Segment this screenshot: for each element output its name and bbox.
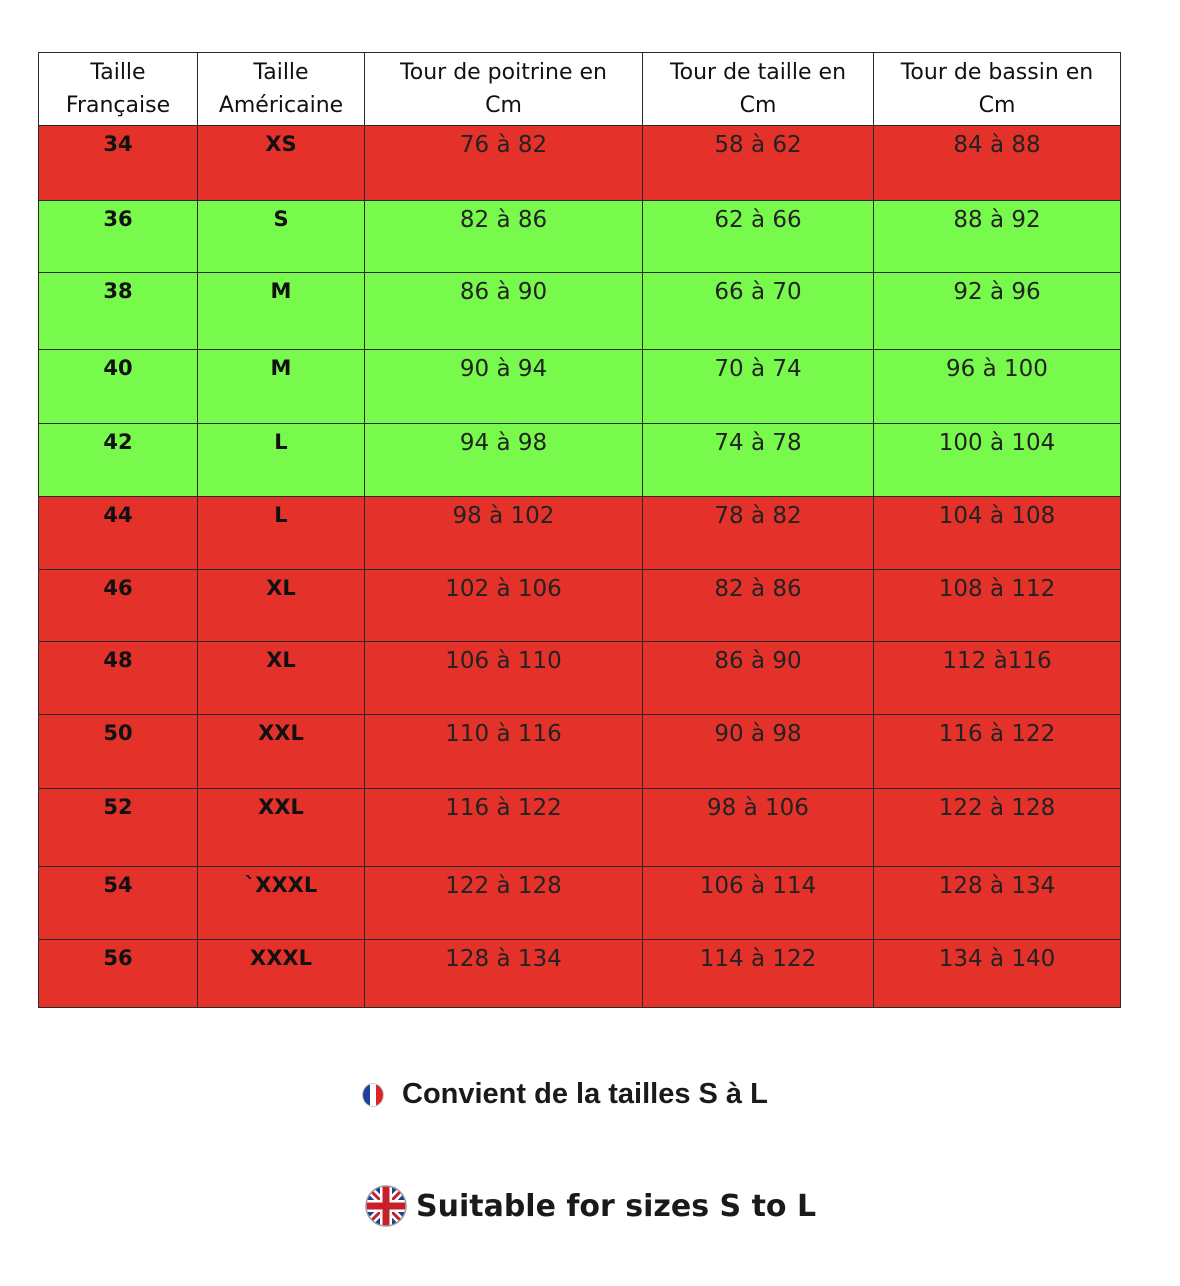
cell-american-size: L	[198, 424, 365, 497]
cell-french-size: 42	[39, 424, 198, 497]
table-row	[39, 350, 1121, 424]
cell-hips: 108 à 112	[874, 570, 1121, 642]
cell-american-size: `XXXL	[198, 867, 365, 940]
cell-french-size: 50	[39, 715, 198, 789]
cell-chest: 116 à 122	[365, 789, 643, 867]
cell-french-size: 56	[39, 940, 198, 1008]
cell-chest: 90 à 94	[365, 350, 643, 424]
cell-waist: 106 à 114	[643, 867, 874, 940]
cell-french-size: 48	[39, 642, 198, 715]
cell-chest: 76 à 82	[365, 126, 643, 201]
cell-waist: 74 à 78	[643, 424, 874, 497]
cell-hips: 134 à 140	[874, 940, 1121, 1008]
table-row	[39, 789, 1121, 867]
cell-chest: 86 à 90	[365, 273, 643, 350]
size-chart-table	[38, 52, 1121, 1008]
cell-french-size: 46	[39, 570, 198, 642]
table-row	[39, 940, 1121, 1008]
cell-american-size: XXL	[198, 789, 365, 867]
cell-waist: 90 à 98	[643, 715, 874, 789]
cell-french-size: 52	[39, 789, 198, 867]
table-row	[39, 497, 1121, 570]
header-row	[39, 53, 1121, 126]
header-french-size: Taille Française	[39, 53, 198, 126]
note-english	[364, 1184, 816, 1228]
cell-hips: 100 à 104	[874, 424, 1121, 497]
cell-french-size: 36	[39, 201, 198, 273]
table-row	[39, 570, 1121, 642]
cell-hips: 96 à 100	[874, 350, 1121, 424]
cell-french-size: 38	[39, 273, 198, 350]
table-row	[39, 126, 1121, 201]
cell-chest: 122 à 128	[365, 867, 643, 940]
cell-waist: 82 à 86	[643, 570, 874, 642]
note-french	[362, 1078, 768, 1111]
cell-hips: 92 à 96	[874, 273, 1121, 350]
cell-american-size: XL	[198, 642, 365, 715]
uk-flag-icon	[364, 1184, 408, 1228]
cell-hips: 116 à 122	[874, 715, 1121, 789]
cell-chest: 102 à 106	[365, 570, 643, 642]
cell-waist: 70 à 74	[643, 350, 874, 424]
cell-hips: 88 à 92	[874, 201, 1121, 273]
cell-american-size: M	[198, 273, 365, 350]
cell-french-size: 40	[39, 350, 198, 424]
cell-chest: 98 à 102	[365, 497, 643, 570]
cell-american-size: XS	[198, 126, 365, 201]
table-row	[39, 201, 1121, 273]
header-chest: Tour de poitrine en Cm	[365, 53, 643, 126]
header-american-size: Taille Américaine	[198, 53, 365, 126]
cell-waist: 58 à 62	[643, 126, 874, 201]
cell-waist: 66 à 70	[643, 273, 874, 350]
cell-waist: 78 à 82	[643, 497, 874, 570]
cell-chest: 106 à 110	[365, 642, 643, 715]
cell-chest: 82 à 86	[365, 201, 643, 273]
table-row	[39, 273, 1121, 350]
cell-hips: 112 à116	[874, 642, 1121, 715]
cell-chest: 94 à 98	[365, 424, 643, 497]
cell-hips: 122 à 128	[874, 789, 1121, 867]
note-english-text: Suitable for sizes S to L	[416, 1188, 817, 1224]
cell-waist: 114 à 122	[643, 940, 874, 1008]
table-row	[39, 715, 1121, 789]
header-waist: Tour de taille en Cm	[643, 53, 874, 126]
table-row	[39, 424, 1121, 497]
cell-waist: 98 à 106	[643, 789, 874, 867]
cell-hips: 104 à 108	[874, 497, 1121, 570]
cell-american-size: XXL	[198, 715, 365, 789]
note-french-text: Convient de la tailles S à L	[402, 1078, 768, 1110]
cell-american-size: XL	[198, 570, 365, 642]
cell-hips: 128 à 134	[874, 867, 1121, 940]
cell-american-size: L	[198, 497, 365, 570]
table-row	[39, 867, 1121, 940]
cell-waist: 86 à 90	[643, 642, 874, 715]
cell-french-size: 44	[39, 497, 198, 570]
cell-waist: 62 à 66	[643, 201, 874, 273]
cell-hips: 84 à 88	[874, 126, 1121, 201]
table-row	[39, 642, 1121, 715]
cell-french-size: 34	[39, 126, 198, 201]
cell-american-size: M	[198, 350, 365, 424]
france-flag-icon	[362, 1083, 384, 1107]
cell-american-size: S	[198, 201, 365, 273]
cell-american-size: XXXL	[198, 940, 365, 1008]
cell-french-size: 54	[39, 867, 198, 940]
header-hips: Tour de bassin en Cm	[874, 53, 1121, 126]
cell-chest: 110 à 116	[365, 715, 643, 789]
cell-chest: 128 à 134	[365, 940, 643, 1008]
